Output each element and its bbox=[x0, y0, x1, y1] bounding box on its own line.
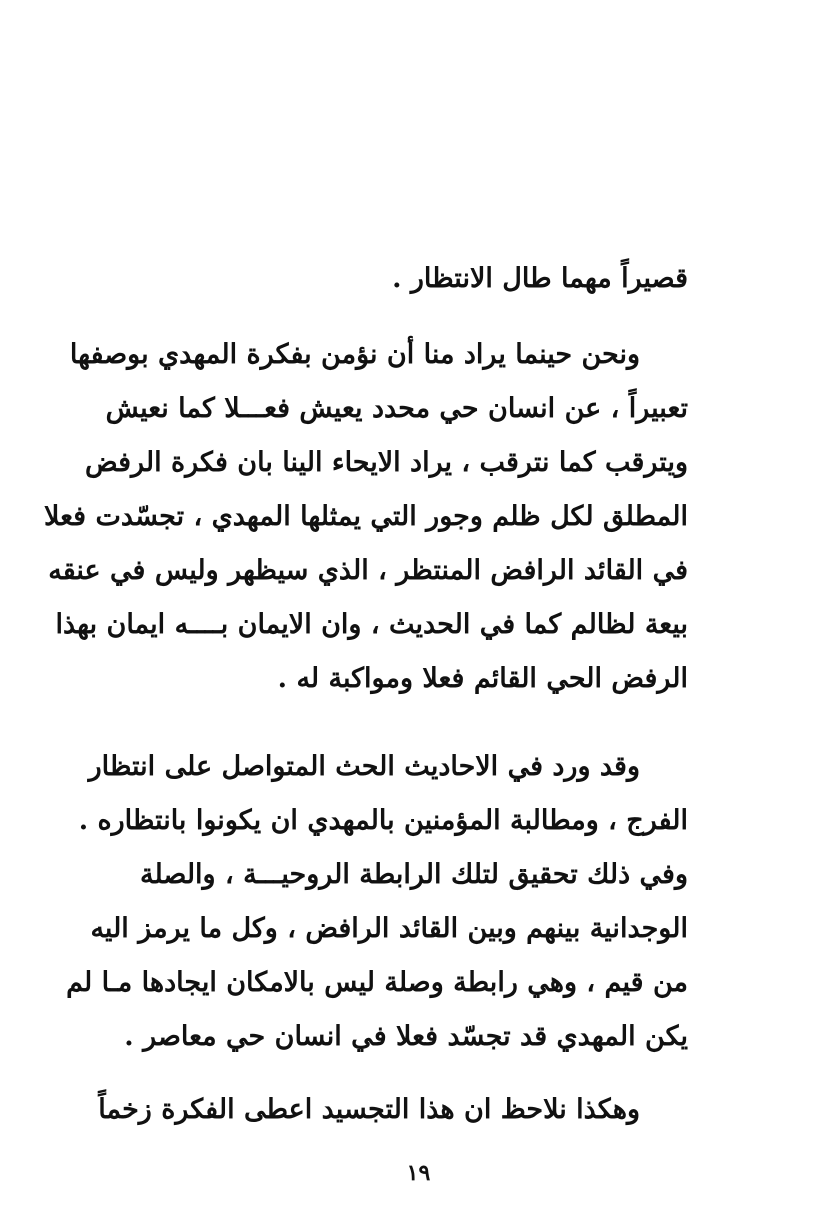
text-line: من قيم ، وهي رابطة وصلة ليس بالامكان ايجادها مـا لم bbox=[66, 967, 688, 998]
text-line: تعبيراً ، عن انسان حي محدد يعيش فعـــلا كما نعيش bbox=[105, 393, 688, 424]
paragraph-embodiment bbox=[98, 1083, 688, 1137]
page-number: ١٩ bbox=[406, 1160, 431, 1186]
text-line: ونحن حينما يراد منا أن نؤمن بفكرة المهدي بوصفها bbox=[69, 339, 640, 370]
text-line: قصيراً مهما طال الانتظار . bbox=[392, 263, 688, 294]
text-line: وفي ذلك تحقيق لتلك الرابطة الروحيـــة ، والصلة bbox=[140, 859, 688, 890]
text-line: وهكذا نلاحظ ان هذا التجسيد اعطى الفكرة زخماً bbox=[98, 1094, 640, 1125]
text-line: يكن المهدي قد تجسّد فعلا في انسان حي معاصر . bbox=[124, 1021, 688, 1052]
paragraph-mahdi-belief bbox=[44, 328, 688, 706]
text-line: المطلق لكل ظلم وجور التي يمثلها المهدي ، تجسّدت فعلا bbox=[44, 501, 688, 532]
paragraph-hadith-waiting bbox=[66, 740, 688, 1064]
text-line: في القائد الرافض المنتظر ، الذي سيظهر وليس في عنقه bbox=[48, 555, 688, 586]
text-line: ويترقب كما نترقب ، يراد الايحاء الينا بان فكرة الرفض bbox=[85, 447, 688, 478]
text-line: وقد ورد في الاحاديث الحث المتواصل على انتظار bbox=[88, 751, 640, 782]
paragraph-continuation bbox=[140, 252, 688, 306]
text-line: الفرج ، ومطالبة المؤمنين بالمهدي ان يكونوا بانتظاره . bbox=[78, 805, 688, 836]
text-line: الوجدانية بينهم وبين القائد الرافض ، وكل ما يرمز اليه bbox=[90, 913, 688, 944]
text-line: الرفض الحي القائم فعلا ومواكبة له . bbox=[277, 663, 688, 694]
text-line: بيعة لظالم كما في الحديث ، وان الايمان بــــه ايمان بهذا bbox=[55, 609, 688, 640]
